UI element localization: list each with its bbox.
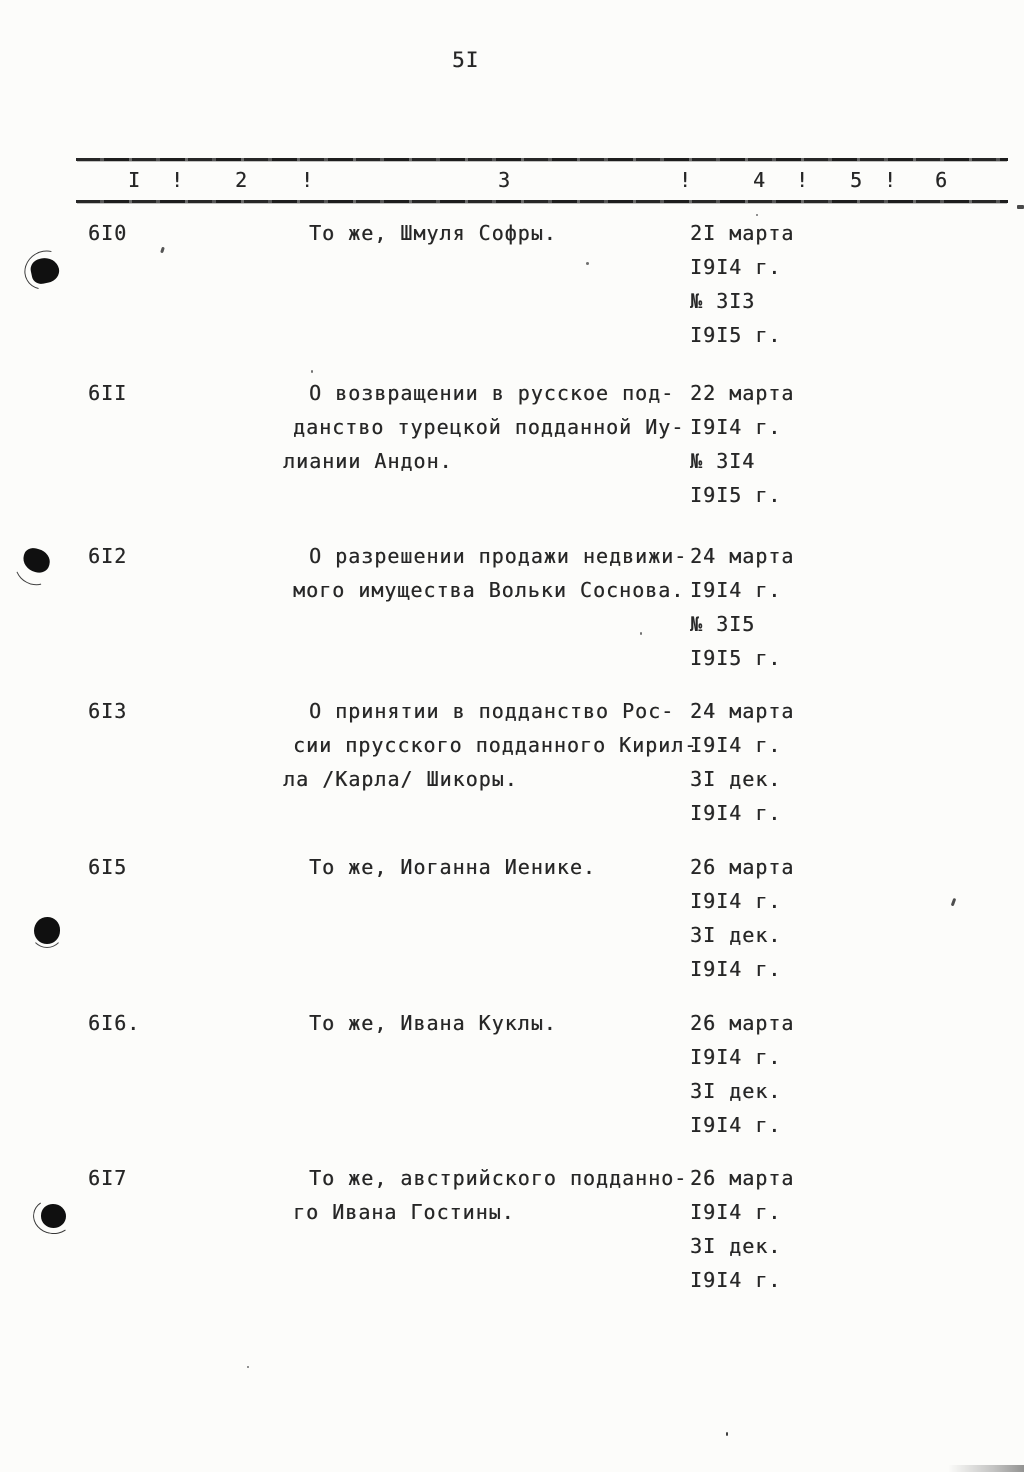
paper-speck	[160, 247, 165, 254]
case-number: 6I0	[88, 221, 128, 245]
page-number: 5I	[452, 48, 480, 72]
paper-speck	[586, 262, 589, 265]
ink-blot	[34, 917, 60, 944]
header-separator: !	[884, 168, 898, 192]
description-line: О возвращении в русское под-	[309, 381, 675, 405]
description-line: То же, Шмуля Софры.	[309, 221, 557, 245]
date-line: 24 марта	[690, 544, 795, 568]
description-line: мого имущества Вольки Соснова.	[293, 578, 685, 602]
date-line: 26 марта	[690, 1166, 795, 1190]
case-description	[283, 216, 557, 250]
date-line: I9I4 г.	[690, 889, 782, 913]
header-separator: !	[796, 168, 810, 192]
case-dates	[690, 216, 794, 352]
date-line: № 3I5	[690, 612, 756, 636]
case-description	[283, 1006, 557, 1040]
case-dates	[690, 694, 794, 830]
description-line: О принятии в подданство Рос-	[309, 699, 675, 723]
paper-speck	[640, 632, 642, 635]
header-cell-5: 5	[850, 168, 864, 192]
date-line: 3I дек.	[690, 1234, 782, 1258]
date-line: I9I4 г.	[690, 1113, 782, 1137]
paper-speck	[1017, 205, 1024, 209]
description-line: То же, Иоганна Иенике.	[309, 855, 596, 879]
description-line: То же, австрийского подданно-	[309, 1166, 688, 1190]
ink-blot	[29, 255, 62, 285]
paper-speck	[247, 1366, 249, 1368]
date-line: I9I4 г.	[690, 1268, 782, 1292]
case-description	[283, 539, 687, 607]
date-line: I9I4 г.	[690, 733, 782, 757]
date-line: 22 марта	[690, 381, 795, 405]
date-line: № 3I4	[690, 449, 756, 473]
case-number: 6I7	[88, 1166, 128, 1190]
date-line: I9I5 г.	[690, 483, 782, 507]
header-separator: !	[171, 168, 185, 192]
description-line: То же, Ивана Куклы.	[309, 1011, 557, 1035]
date-line: 26 марта	[690, 1011, 795, 1035]
date-line: I9I5 г.	[690, 323, 782, 347]
case-number: 6II	[88, 381, 128, 405]
ink-blot	[20, 546, 52, 575]
case-dates	[690, 1161, 794, 1297]
date-line: I9I4 г.	[690, 1045, 782, 1069]
date-line: I9I5 г.	[690, 646, 782, 670]
description-line: лиании Андон.	[283, 449, 453, 473]
paper-speck	[311, 370, 313, 373]
date-line: № 3I3	[690, 289, 756, 313]
case-number: 6I6.	[88, 1011, 141, 1035]
case-dates	[690, 376, 794, 512]
header-cell-4: 4	[753, 168, 767, 192]
date-line: I9I4 г.	[690, 957, 782, 981]
date-line: 3I дек.	[690, 923, 782, 947]
header-rule-top	[76, 158, 1008, 161]
date-line: I9I4 г.	[690, 801, 782, 825]
header-cell-6: 6	[935, 168, 949, 192]
paper-speck	[756, 214, 758, 216]
description-line: го Ивана Гостины.	[293, 1200, 515, 1224]
date-line: 3I дек.	[690, 1079, 782, 1103]
description-line: данство турецкой подданной Иу-	[293, 415, 685, 439]
case-dates	[690, 850, 794, 986]
date-line: 3I дек.	[690, 767, 782, 791]
header-cell-2: 2	[235, 168, 249, 192]
header-rule-bottom	[76, 200, 1008, 203]
date-line: I9I4 г.	[690, 255, 782, 279]
case-dates	[690, 539, 794, 675]
description-line: ла /Карла/ Шикоры.	[283, 767, 518, 791]
header-separator: !	[301, 168, 315, 192]
date-line: I9I4 г.	[690, 578, 782, 602]
case-description	[283, 376, 684, 478]
description-line: сии прусского подданного Кирил-	[293, 733, 698, 757]
date-line: 24 марта	[690, 699, 795, 723]
case-number: 6I5	[88, 855, 128, 879]
case-description	[283, 850, 596, 884]
case-description	[283, 694, 697, 796]
date-line: 26 марта	[690, 855, 795, 879]
date-line: I9I4 г.	[690, 415, 782, 439]
paper-speck	[726, 1432, 728, 1436]
case-description	[283, 1161, 687, 1229]
date-line: 2I марта	[690, 221, 795, 245]
scan-edge-smudge	[948, 1465, 1024, 1472]
header-cell-3: 3	[498, 168, 512, 192]
case-number: 6I2	[88, 544, 128, 568]
description-line: О разрешении продажи недвижи-	[309, 544, 688, 568]
ink-blot	[41, 1204, 66, 1228]
date-line: I9I4 г.	[690, 1200, 782, 1224]
case-dates	[690, 1006, 794, 1142]
header-separator: !	[679, 168, 693, 192]
case-number: 6I3	[88, 699, 128, 723]
header-cell-1: I	[128, 168, 142, 192]
paper-speck	[951, 898, 956, 906]
